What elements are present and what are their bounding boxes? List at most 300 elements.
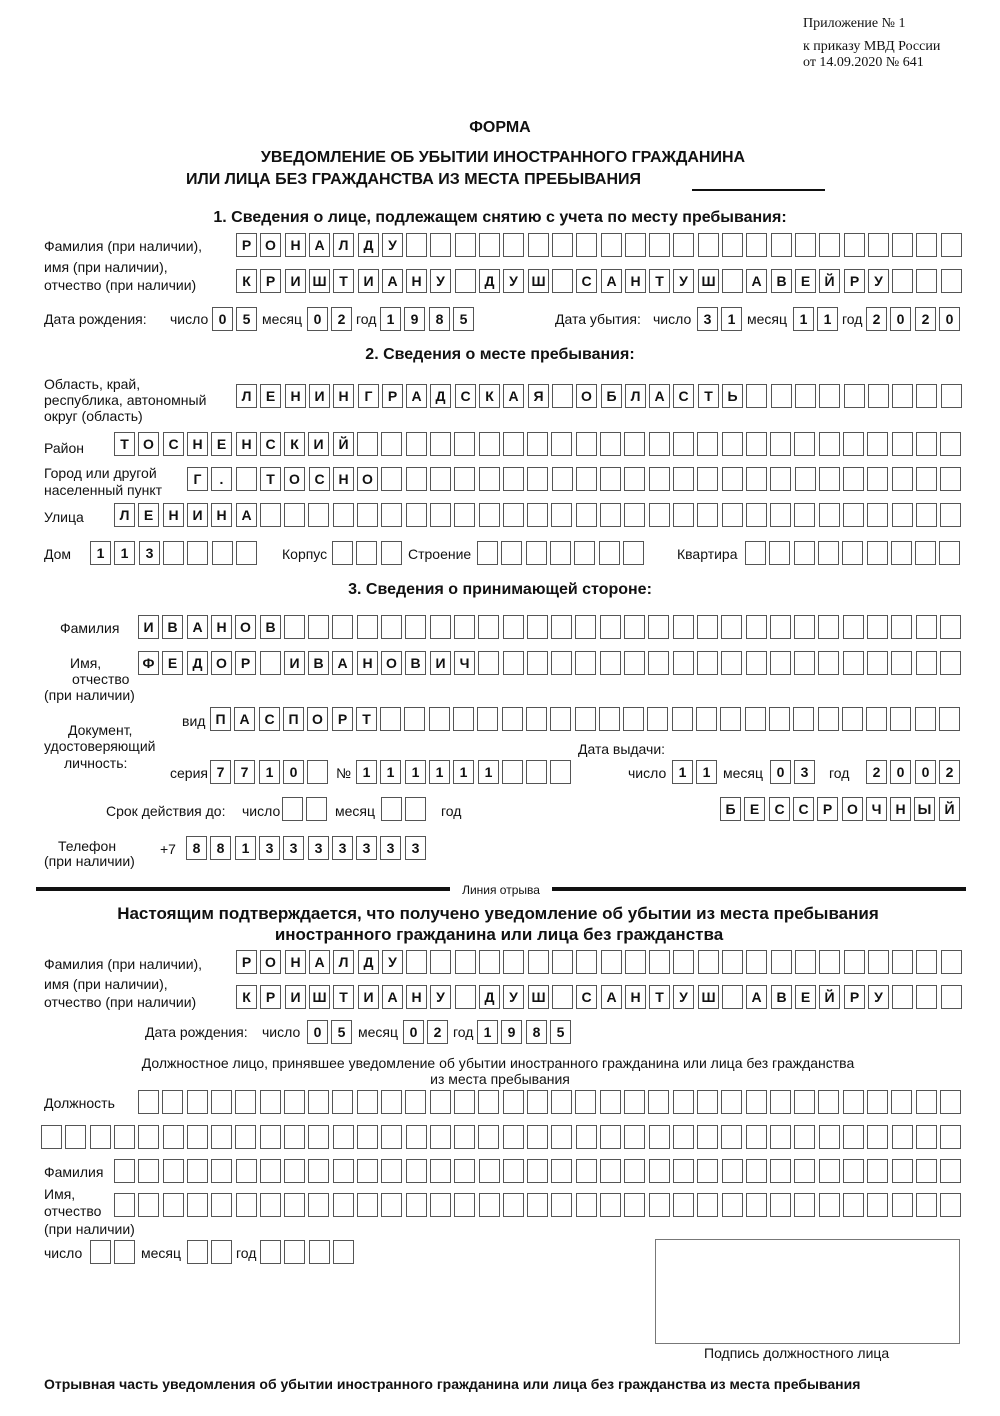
letter-box[interactable] [308, 1159, 329, 1183]
letter-box[interactable] [430, 615, 451, 639]
number-field[interactable] [356, 760, 575, 784]
letter-box[interactable] [114, 1125, 135, 1149]
letter-box[interactable]: Н [187, 432, 208, 456]
letter-box[interactable] [698, 233, 719, 257]
letter-box[interactable] [673, 432, 694, 456]
letter-box[interactable] [527, 432, 548, 456]
letter-box[interactable] [916, 269, 937, 293]
letter-box[interactable] [916, 985, 937, 1009]
letter-box[interactable]: У [868, 269, 889, 293]
departure-day-field[interactable] [697, 307, 746, 331]
letter-box[interactable]: 0 [403, 1020, 424, 1044]
birth-day-field[interactable] [212, 307, 261, 331]
letter-box[interactable] [576, 233, 597, 257]
letter-box[interactable]: 1 [405, 760, 426, 784]
letter-box[interactable] [163, 541, 184, 565]
letter-box[interactable] [503, 432, 524, 456]
birth-month-field[interactable] [307, 307, 356, 331]
letter-box[interactable]: Н [890, 797, 911, 821]
letter-box[interactable] [672, 707, 693, 731]
letter-box[interactable] [600, 432, 621, 456]
letter-box[interactable]: Е [260, 384, 281, 408]
letter-box[interactable] [284, 1240, 305, 1264]
letter-box[interactable] [746, 1193, 767, 1217]
letter-box[interactable] [819, 1159, 840, 1183]
letter-box[interactable]: А [601, 269, 622, 293]
letter-box[interactable]: И [138, 615, 159, 639]
letter-box[interactable] [527, 503, 548, 527]
letter-box[interactable] [819, 384, 840, 408]
letter-box[interactable]: 1 [90, 541, 111, 565]
letter-box[interactable]: 2 [866, 307, 887, 331]
letter-box[interactable] [430, 950, 451, 974]
official-surname-field[interactable] [114, 1159, 965, 1183]
letter-box[interactable] [41, 1125, 62, 1149]
letter-box[interactable] [282, 797, 303, 821]
letter-box[interactable]: А [406, 384, 427, 408]
letter-box[interactable] [306, 797, 327, 821]
letter-box[interactable]: 1 [793, 307, 814, 331]
letter-box[interactable] [138, 1090, 159, 1114]
letter-box[interactable] [770, 432, 791, 456]
letter-box[interactable] [479, 233, 500, 257]
letter-box[interactable]: Т [260, 467, 281, 491]
birth-year-field[interactable] [380, 307, 478, 331]
letter-box[interactable] [284, 1193, 305, 1217]
letter-box[interactable]: 3 [283, 836, 304, 860]
letter-box[interactable] [503, 233, 524, 257]
letter-box[interactable] [697, 503, 718, 527]
letter-box[interactable] [357, 615, 378, 639]
letter-box[interactable] [309, 1240, 330, 1264]
letter-box[interactable] [940, 467, 961, 491]
letter-box[interactable] [503, 467, 524, 491]
letter-box[interactable]: 0 [915, 760, 936, 784]
letter-box[interactable] [503, 615, 524, 639]
letter-box[interactable]: Р [817, 797, 838, 821]
letter-box[interactable]: И [284, 651, 305, 675]
letter-box[interactable]: К [284, 432, 305, 456]
letter-box[interactable] [673, 651, 694, 675]
letter-box[interactable] [552, 384, 573, 408]
letter-box[interactable] [940, 651, 961, 675]
conf-surname-field[interactable] [236, 950, 965, 974]
letter-box[interactable]: Ф [138, 651, 159, 675]
letter-box[interactable]: Н [625, 985, 646, 1009]
letter-box[interactable] [332, 1090, 353, 1114]
letter-box[interactable] [624, 1125, 645, 1149]
letter-box[interactable] [916, 1090, 937, 1114]
letter-box[interactable]: 0 [307, 307, 328, 331]
letter-box[interactable]: Й [333, 432, 354, 456]
letter-box[interactable] [892, 467, 913, 491]
letter-box[interactable]: 2 [866, 760, 887, 784]
letter-box[interactable] [454, 1090, 475, 1114]
letter-box[interactable]: У [503, 269, 524, 293]
letter-box[interactable] [843, 467, 864, 491]
letter-box[interactable] [502, 707, 523, 731]
letter-box[interactable] [478, 1090, 499, 1114]
letter-box[interactable] [527, 651, 548, 675]
letter-box[interactable]: А [649, 384, 670, 408]
letter-box[interactable] [844, 233, 865, 257]
letter-box[interactable] [941, 269, 962, 293]
letter-box[interactable] [600, 1159, 621, 1183]
conf-birth-month-field[interactable] [403, 1020, 452, 1044]
letter-box[interactable] [430, 432, 451, 456]
letter-box[interactable] [454, 615, 475, 639]
letter-box[interactable] [842, 541, 863, 565]
letter-box[interactable] [260, 1125, 281, 1149]
letter-box[interactable]: 1 [114, 541, 135, 565]
letter-box[interactable] [939, 707, 960, 731]
letter-box[interactable]: Ч [454, 651, 475, 675]
letter-box[interactable] [892, 1193, 913, 1217]
letter-box[interactable] [794, 1125, 815, 1149]
letter-box[interactable] [405, 797, 426, 821]
letter-box[interactable] [479, 950, 500, 974]
letter-box[interactable] [601, 233, 622, 257]
letter-box[interactable] [867, 1090, 888, 1114]
letter-box[interactable] [697, 1125, 718, 1149]
letter-box[interactable] [552, 269, 573, 293]
district-field[interactable] [114, 432, 965, 456]
letter-box[interactable] [551, 615, 572, 639]
letter-box[interactable] [187, 1090, 208, 1114]
letter-box[interactable] [260, 503, 281, 527]
letter-box[interactable] [599, 707, 620, 731]
letter-box[interactable] [357, 432, 378, 456]
letter-box[interactable] [138, 1125, 159, 1149]
letter-box[interactable]: 3 [356, 836, 377, 860]
letter-box[interactable] [477, 707, 498, 731]
letter-box[interactable] [405, 615, 426, 639]
letter-box[interactable] [163, 1125, 184, 1149]
letter-box[interactable] [746, 384, 767, 408]
letter-box[interactable] [673, 950, 694, 974]
letter-box[interactable] [235, 1090, 256, 1114]
letter-box[interactable]: 8 [186, 836, 207, 860]
letter-box[interactable] [65, 1125, 86, 1149]
letter-box[interactable]: Е [744, 797, 765, 821]
letter-box[interactable] [819, 503, 840, 527]
letter-box[interactable] [430, 233, 451, 257]
letter-box[interactable] [527, 1193, 548, 1217]
letter-box[interactable] [576, 1125, 597, 1149]
letter-box[interactable] [187, 1125, 208, 1149]
letter-box[interactable]: 1 [356, 760, 377, 784]
letter-box[interactable] [357, 1090, 378, 1114]
letter-box[interactable] [455, 985, 476, 1009]
letter-box[interactable]: Д [479, 269, 500, 293]
letter-box[interactable] [915, 541, 936, 565]
letter-box[interactable] [381, 1193, 402, 1217]
letter-box[interactable]: 8 [526, 1020, 547, 1044]
letter-box[interactable]: Н [406, 985, 427, 1009]
letter-box[interactable] [551, 1090, 572, 1114]
letter-box[interactable] [844, 384, 865, 408]
letter-box[interactable] [600, 1193, 621, 1217]
letter-box[interactable] [941, 950, 962, 974]
letter-box[interactable]: О [357, 467, 378, 491]
letter-box[interactable] [479, 432, 500, 456]
letter-box[interactable] [308, 615, 329, 639]
letter-box[interactable] [673, 503, 694, 527]
letter-box[interactable]: Р [844, 269, 865, 293]
letter-box[interactable]: Н [285, 384, 306, 408]
letter-box[interactable] [600, 503, 621, 527]
letter-box[interactable] [770, 1090, 791, 1114]
letter-box[interactable] [916, 467, 937, 491]
letter-box[interactable] [721, 1125, 742, 1149]
letter-box[interactable] [916, 651, 937, 675]
letter-box[interactable] [479, 467, 500, 491]
series-field[interactable] [210, 760, 332, 784]
letter-box[interactable] [600, 467, 621, 491]
city-field[interactable] [187, 467, 965, 491]
letter-box[interactable] [478, 1125, 499, 1149]
letter-box[interactable]: Б [720, 797, 741, 821]
letter-box[interactable]: 0 [939, 307, 960, 331]
letter-box[interactable] [381, 1125, 402, 1149]
letter-box[interactable] [576, 1193, 597, 1217]
letter-box[interactable] [794, 432, 815, 456]
letter-box[interactable] [478, 615, 499, 639]
letter-box[interactable] [771, 384, 792, 408]
letter-box[interactable] [843, 1193, 864, 1217]
letter-box[interactable]: 1 [721, 307, 742, 331]
letter-box[interactable] [430, 467, 451, 491]
letter-box[interactable]: У [382, 950, 403, 974]
letter-box[interactable]: 0 [212, 307, 233, 331]
letter-box[interactable]: Л [333, 950, 354, 974]
letter-box[interactable] [916, 1193, 937, 1217]
letter-box[interactable]: Е [211, 432, 232, 456]
letter-box[interactable] [939, 541, 960, 565]
letter-box[interactable] [406, 1125, 427, 1149]
letter-box[interactable]: П [283, 707, 304, 731]
letter-box[interactable]: 3 [308, 836, 329, 860]
letter-box[interactable] [818, 541, 839, 565]
official-year-field[interactable] [260, 1240, 358, 1264]
letter-box[interactable] [163, 1193, 184, 1217]
letter-box[interactable]: Ш [528, 985, 549, 1009]
letter-box[interactable] [624, 503, 645, 527]
letter-box[interactable] [454, 503, 475, 527]
letter-box[interactable] [819, 233, 840, 257]
letter-box[interactable] [722, 432, 743, 456]
letter-box[interactable] [623, 707, 644, 731]
letter-box[interactable]: Е [162, 651, 183, 675]
letter-box[interactable]: Ч [866, 797, 887, 821]
letter-box[interactable]: Н [625, 269, 646, 293]
letter-box[interactable] [746, 1090, 767, 1114]
letter-box[interactable] [891, 1090, 912, 1114]
letter-box[interactable] [381, 1090, 402, 1114]
letter-box[interactable]: 7 [210, 760, 231, 784]
letter-box[interactable]: У [430, 269, 451, 293]
letter-box[interactable] [381, 1159, 402, 1183]
letter-box[interactable]: Н [333, 467, 354, 491]
letter-box[interactable] [819, 467, 840, 491]
letter-box[interactable]: О [211, 651, 232, 675]
letter-box[interactable] [503, 950, 524, 974]
letter-box[interactable]: 1 [380, 307, 401, 331]
letter-box[interactable] [260, 1240, 281, 1264]
letter-box[interactable] [769, 707, 790, 731]
letter-box[interactable]: Т [649, 985, 670, 1009]
letter-box[interactable] [235, 1125, 256, 1149]
letter-box[interactable] [794, 503, 815, 527]
letter-box[interactable] [746, 651, 767, 675]
letter-box[interactable]: Я [528, 384, 549, 408]
letter-box[interactable] [260, 1159, 281, 1183]
letter-box[interactable] [406, 1159, 427, 1183]
letter-box[interactable] [114, 1193, 135, 1217]
letter-box[interactable] [503, 651, 524, 675]
letter-box[interactable] [867, 467, 888, 491]
letter-box[interactable]: С [673, 384, 694, 408]
host-surname-field[interactable] [138, 615, 965, 639]
letter-box[interactable] [698, 950, 719, 974]
letter-box[interactable] [722, 1159, 743, 1183]
letter-box[interactable] [770, 1193, 791, 1217]
letter-box[interactable] [892, 950, 913, 974]
letter-box[interactable] [624, 1159, 645, 1183]
letter-box[interactable]: 7 [234, 760, 255, 784]
letter-box[interactable] [746, 233, 767, 257]
letter-box[interactable] [576, 467, 597, 491]
letter-box[interactable]: 5 [236, 307, 257, 331]
letter-box[interactable]: Й [819, 269, 840, 293]
apartment-field[interactable] [745, 541, 964, 565]
letter-box[interactable] [794, 615, 815, 639]
letter-box[interactable] [430, 1090, 451, 1114]
letter-box[interactable] [551, 1159, 572, 1183]
letter-box[interactable] [819, 1125, 840, 1149]
letter-box[interactable] [455, 950, 476, 974]
letter-box[interactable] [745, 707, 766, 731]
letter-box[interactable] [915, 707, 936, 731]
letter-box[interactable] [722, 233, 743, 257]
letter-box[interactable]: Й [939, 797, 960, 821]
signature-box[interactable] [655, 1239, 960, 1344]
letter-box[interactable] [526, 541, 547, 565]
letter-box[interactable]: 1 [380, 760, 401, 784]
letter-box[interactable] [940, 1159, 961, 1183]
letter-box[interactable] [454, 432, 475, 456]
letter-box[interactable] [819, 1193, 840, 1217]
letter-box[interactable] [187, 1193, 208, 1217]
letter-box[interactable] [746, 1125, 767, 1149]
letter-box[interactable] [818, 707, 839, 731]
letter-box[interactable] [916, 615, 937, 639]
validity-value-field[interactable] [720, 797, 963, 821]
letter-box[interactable] [673, 233, 694, 257]
letter-box[interactable] [478, 651, 499, 675]
letter-box[interactable] [722, 503, 743, 527]
letter-box[interactable] [624, 1090, 645, 1114]
letter-box[interactable] [236, 541, 257, 565]
letter-box[interactable] [892, 985, 913, 1009]
letter-box[interactable] [697, 1090, 718, 1114]
letter-box[interactable]: 3 [697, 307, 718, 331]
letter-box[interactable]: О [284, 467, 305, 491]
letter-box[interactable] [455, 269, 476, 293]
letter-box[interactable] [868, 950, 889, 974]
letter-box[interactable]: Г [187, 467, 208, 491]
letter-box[interactable] [866, 707, 887, 731]
letter-box[interactable] [818, 1090, 839, 1114]
letter-box[interactable] [454, 1125, 475, 1149]
letter-box[interactable]: А [382, 985, 403, 1009]
letter-box[interactable]: Н [285, 233, 306, 257]
letter-box[interactable] [550, 760, 571, 784]
letter-box[interactable]: К [236, 985, 257, 1009]
letter-box[interactable] [867, 503, 888, 527]
letter-box[interactable] [576, 950, 597, 974]
letter-box[interactable] [551, 651, 572, 675]
letter-box[interactable] [576, 1159, 597, 1183]
letter-box[interactable] [770, 467, 791, 491]
letter-box[interactable] [381, 467, 402, 491]
letter-box[interactable] [746, 1159, 767, 1183]
letter-box[interactable] [794, 541, 815, 565]
letter-box[interactable] [454, 1193, 475, 1217]
letter-box[interactable] [794, 1090, 815, 1114]
letter-box[interactable] [308, 1193, 329, 1217]
letter-box[interactable]: 2 [939, 760, 960, 784]
letter-box[interactable] [479, 503, 500, 527]
letter-box[interactable]: А [382, 269, 403, 293]
street-field[interactable] [114, 503, 965, 527]
letter-box[interactable] [575, 707, 596, 731]
letter-box[interactable] [696, 707, 717, 731]
letter-box[interactable]: И [358, 269, 379, 293]
letter-box[interactable] [625, 233, 646, 257]
letter-box[interactable] [333, 1159, 354, 1183]
letter-box[interactable] [673, 615, 694, 639]
letter-box[interactable] [794, 1193, 815, 1217]
letter-box[interactable] [284, 1090, 305, 1114]
letter-box[interactable] [454, 467, 475, 491]
letter-box[interactable] [381, 432, 402, 456]
letter-box[interactable] [477, 541, 498, 565]
letter-box[interactable]: Д [479, 985, 500, 1009]
letter-box[interactable] [187, 1240, 208, 1264]
letter-box[interactable] [868, 384, 889, 408]
official-full-name-field[interactable] [114, 1193, 965, 1217]
letter-box[interactable]: И [308, 432, 329, 456]
letter-box[interactable] [284, 1125, 305, 1149]
letter-box[interactable]: 9 [404, 307, 425, 331]
letter-box[interactable] [673, 1090, 694, 1114]
letter-box[interactable]: К [479, 384, 500, 408]
validity-day-field[interactable] [282, 797, 331, 821]
letter-box[interactable]: У [673, 985, 694, 1009]
letter-box[interactable] [550, 707, 571, 731]
letter-box[interactable]: Е [795, 985, 816, 1009]
letter-box[interactable]: 9 [501, 1020, 522, 1044]
letter-box[interactable]: 0 [890, 307, 911, 331]
letter-box[interactable] [673, 467, 694, 491]
letter-box[interactable]: У [430, 985, 451, 1009]
letter-box[interactable] [114, 1159, 135, 1183]
official-month-field[interactable] [187, 1240, 236, 1264]
letter-box[interactable]: В [260, 615, 281, 639]
letter-box[interactable]: Н [236, 432, 257, 456]
letter-box[interactable] [843, 615, 864, 639]
